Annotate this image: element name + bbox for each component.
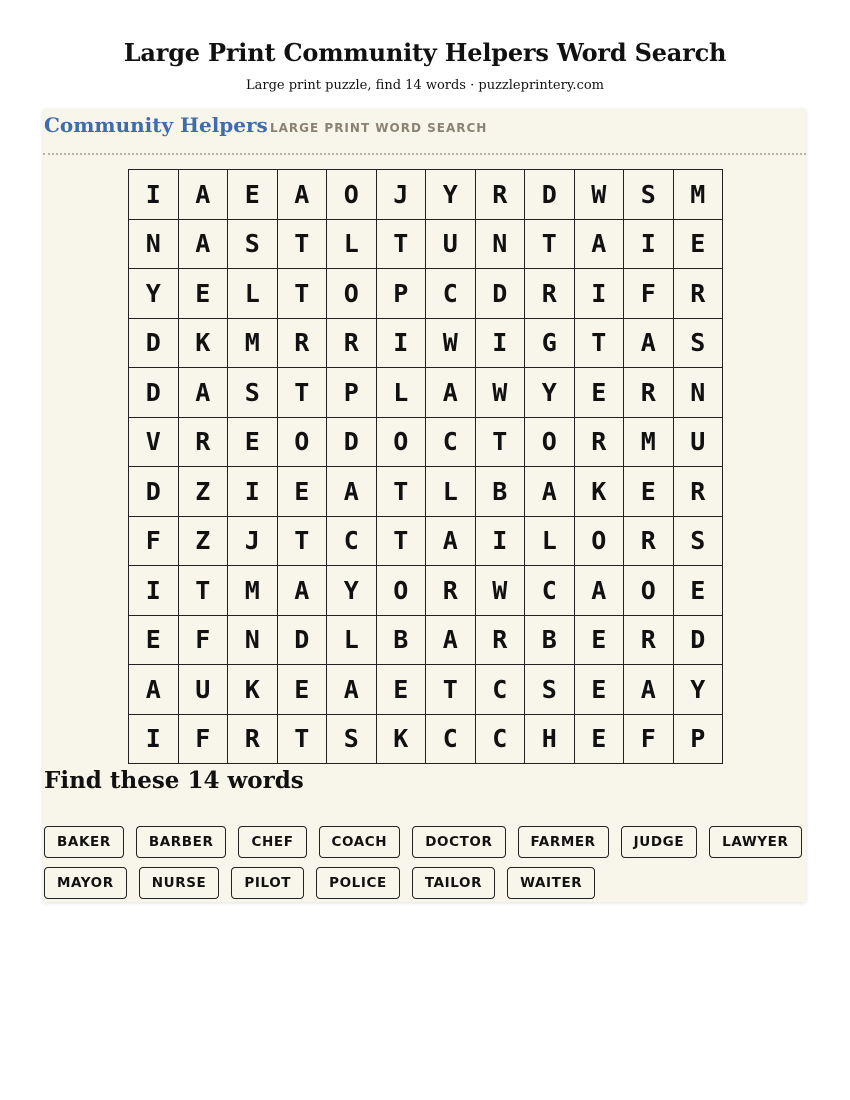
grid-cell[interactable]: D bbox=[129, 368, 179, 418]
grid-cell[interactable]: T bbox=[278, 715, 328, 765]
grid-cell[interactable]: A bbox=[129, 665, 179, 715]
grid-cell[interactable]: Y bbox=[129, 269, 179, 319]
grid-cell[interactable]: T bbox=[377, 467, 427, 517]
grid-cell[interactable]: U bbox=[674, 418, 724, 468]
grid-cell[interactable]: T bbox=[476, 418, 526, 468]
grid-cell[interactable]: Z bbox=[179, 467, 229, 517]
grid-cell[interactable]: B bbox=[476, 467, 526, 517]
grid-cell[interactable]: M bbox=[674, 170, 724, 220]
grid-cell[interactable]: E bbox=[278, 665, 328, 715]
grid-cell[interactable]: U bbox=[179, 665, 229, 715]
grid-cell[interactable]: Y bbox=[525, 368, 575, 418]
grid-cell[interactable]: R bbox=[476, 170, 526, 220]
grid-cell[interactable]: O bbox=[327, 269, 377, 319]
grid-cell[interactable]: E bbox=[377, 665, 427, 715]
grid-cell[interactable]: J bbox=[228, 517, 278, 567]
grid-cell[interactable]: R bbox=[575, 418, 625, 468]
grid-cell[interactable]: H bbox=[525, 715, 575, 765]
grid-cell[interactable]: P bbox=[674, 715, 724, 765]
grid-cell[interactable]: A bbox=[525, 467, 575, 517]
page-title: Large Print Community Helpers Word Search bbox=[123, 38, 727, 67]
grid-cell[interactable]: A bbox=[624, 319, 674, 369]
grid-cell[interactable]: N bbox=[674, 368, 724, 418]
grid-cell[interactable]: L bbox=[327, 220, 377, 270]
grid-cell[interactable]: C bbox=[327, 517, 377, 567]
word-chip[interactable]: DOCTOR bbox=[412, 826, 505, 858]
grid-cell[interactable]: W bbox=[575, 170, 625, 220]
grid-cell[interactable]: R bbox=[624, 517, 674, 567]
grid-cell[interactable]: E bbox=[575, 368, 625, 418]
grid-cell[interactable]: N bbox=[228, 616, 278, 666]
grid-cell[interactable]: C bbox=[476, 715, 526, 765]
grid-cell[interactable]: E bbox=[674, 220, 724, 270]
grid-cell[interactable]: D bbox=[476, 269, 526, 319]
grid-cell[interactable]: D bbox=[327, 418, 377, 468]
grid-cell[interactable]: T bbox=[278, 517, 328, 567]
grid-cell[interactable]: S bbox=[674, 319, 724, 369]
grid-cell[interactable]: B bbox=[377, 616, 427, 666]
grid-cell[interactable]: R bbox=[624, 616, 674, 666]
grid-cell[interactable]: D bbox=[278, 616, 328, 666]
grid-cell[interactable]: A bbox=[575, 566, 625, 616]
grid-cell[interactable]: A bbox=[575, 220, 625, 270]
grid-cell[interactable]: R bbox=[674, 269, 724, 319]
grid-cell[interactable]: D bbox=[129, 467, 179, 517]
word-chip[interactable]: POLICE bbox=[316, 867, 400, 899]
grid-cell[interactable]: E bbox=[674, 566, 724, 616]
grid-cell[interactable]: R bbox=[624, 368, 674, 418]
grid-cell[interactable]: L bbox=[377, 368, 427, 418]
grid-cell[interactable]: A bbox=[278, 170, 328, 220]
word-chip[interactable]: LAWYER bbox=[709, 826, 801, 858]
brand-subtitle: LARGE PRINT WORD SEARCH bbox=[270, 121, 488, 135]
grid-cell[interactable]: F bbox=[624, 715, 674, 765]
grid-cell[interactable]: I bbox=[476, 517, 526, 567]
grid-cell[interactable]: P bbox=[327, 368, 377, 418]
grid-cell[interactable]: L bbox=[228, 269, 278, 319]
grid-cell[interactable]: S bbox=[525, 665, 575, 715]
word-chip[interactable]: CHEF bbox=[238, 826, 306, 858]
grid-cell[interactable]: R bbox=[426, 566, 476, 616]
grid-cell[interactable]: I bbox=[129, 566, 179, 616]
grid-cell[interactable]: W bbox=[426, 319, 476, 369]
grid-cell[interactable]: F bbox=[179, 616, 229, 666]
grid-cell[interactable]: S bbox=[674, 517, 724, 567]
grid-cell[interactable]: T bbox=[377, 517, 427, 567]
grid-cell[interactable]: E bbox=[228, 418, 278, 468]
word-list bbox=[44, 826, 804, 899]
grid-cell[interactable]: M bbox=[228, 566, 278, 616]
word-chip[interactable]: BAKER bbox=[44, 826, 124, 858]
grid-cell[interactable]: B bbox=[525, 616, 575, 666]
word-chip[interactable]: MAYOR bbox=[44, 867, 127, 899]
grid-cell[interactable]: E bbox=[179, 269, 229, 319]
grid-cell[interactable]: I bbox=[129, 715, 179, 765]
grid-cell[interactable]: F bbox=[179, 715, 229, 765]
word-chip[interactable]: NURSE bbox=[139, 867, 220, 899]
grid-cell[interactable]: D bbox=[129, 319, 179, 369]
page-subtitle: Large print puzzle, find 14 words · puzzleprintery.com bbox=[245, 78, 605, 93]
grid-cell[interactable]: R bbox=[278, 319, 328, 369]
grid-cell[interactable]: E bbox=[575, 715, 625, 765]
grid-cell[interactable]: K bbox=[575, 467, 625, 517]
grid-cell[interactable]: P bbox=[377, 269, 427, 319]
grid-cell[interactable]: T bbox=[525, 220, 575, 270]
grid-cell[interactable]: K bbox=[179, 319, 229, 369]
grid-cell[interactable]: Y bbox=[327, 566, 377, 616]
grid-cell[interactable]: Y bbox=[426, 170, 476, 220]
word-chip[interactable]: FARMER bbox=[518, 826, 609, 858]
grid-cell[interactable]: O bbox=[624, 566, 674, 616]
grid-cell[interactable]: A bbox=[327, 665, 377, 715]
puzzle-card bbox=[43, 109, 806, 902]
grid-cell[interactable]: T bbox=[377, 220, 427, 270]
grid-cell[interactable]: O bbox=[575, 517, 625, 567]
grid-cell[interactable]: T bbox=[179, 566, 229, 616]
grid-cell[interactable]: C bbox=[426, 715, 476, 765]
word-chip[interactable]: TAILOR bbox=[412, 867, 495, 899]
grid-cell[interactable]: K bbox=[228, 665, 278, 715]
grid-cell[interactable]: M bbox=[228, 319, 278, 369]
grid-cell[interactable]: I bbox=[575, 269, 625, 319]
grid-cell[interactable]: A bbox=[179, 220, 229, 270]
grid-cell[interactable]: A bbox=[426, 616, 476, 666]
grid-cell[interactable]: L bbox=[327, 616, 377, 666]
grid-cell[interactable]: F bbox=[129, 517, 179, 567]
grid-cell[interactable]: S bbox=[228, 220, 278, 270]
grid-cell[interactable]: T bbox=[278, 368, 328, 418]
grid-cell[interactable]: C bbox=[426, 418, 476, 468]
grid-cell[interactable]: O bbox=[377, 418, 427, 468]
grid-cell[interactable]: S bbox=[624, 170, 674, 220]
grid-cell[interactable]: A bbox=[278, 566, 328, 616]
grid-cell[interactable]: E bbox=[228, 170, 278, 220]
grid-cell[interactable]: I bbox=[228, 467, 278, 517]
grid-cell[interactable]: K bbox=[377, 715, 427, 765]
grid-cell[interactable]: O bbox=[278, 418, 328, 468]
grid-cell[interactable]: D bbox=[525, 170, 575, 220]
word-chip[interactable]: BARBER bbox=[136, 826, 227, 858]
grid-cell[interactable]: Y bbox=[674, 665, 724, 715]
grid-cell[interactable]: T bbox=[278, 220, 328, 270]
grid-cell[interactable]: U bbox=[426, 220, 476, 270]
grid-cell[interactable]: O bbox=[327, 170, 377, 220]
grid-cell[interactable]: E bbox=[129, 616, 179, 666]
grid-cell[interactable]: D bbox=[674, 616, 724, 666]
grid-cell[interactable]: A bbox=[179, 368, 229, 418]
grid-cell[interactable]: O bbox=[525, 418, 575, 468]
grid-cell[interactable]: A bbox=[179, 170, 229, 220]
brand-title: Community Helpers bbox=[44, 113, 268, 137]
grid-cell[interactable]: R bbox=[525, 269, 575, 319]
grid-cell[interactable]: I bbox=[129, 170, 179, 220]
grid-cell[interactable]: M bbox=[624, 418, 674, 468]
grid-cell[interactable]: N bbox=[476, 220, 526, 270]
grid-cell[interactable]: S bbox=[228, 368, 278, 418]
grid-cell[interactable]: A bbox=[426, 368, 476, 418]
grid-cell[interactable]: C bbox=[525, 566, 575, 616]
word-chip[interactable]: WAITER bbox=[507, 867, 595, 899]
grid-cell[interactable]: A bbox=[624, 665, 674, 715]
word-list-heading: Find these 14 words bbox=[44, 767, 304, 794]
grid-cell[interactable]: R bbox=[476, 616, 526, 666]
grid-cell[interactable]: R bbox=[179, 418, 229, 468]
grid-cell[interactable]: V bbox=[129, 418, 179, 468]
grid-cell[interactable]: E bbox=[575, 665, 625, 715]
grid-cell[interactable]: Z bbox=[179, 517, 229, 567]
card-header bbox=[43, 109, 806, 155]
grid-cell[interactable]: L bbox=[426, 467, 476, 517]
grid-cell[interactable]: T bbox=[426, 665, 476, 715]
grid-cell[interactable]: L bbox=[525, 517, 575, 567]
grid-cell[interactable]: A bbox=[327, 467, 377, 517]
grid-cell[interactable]: C bbox=[476, 665, 526, 715]
grid-cell[interactable]: I bbox=[377, 319, 427, 369]
grid-cell[interactable]: A bbox=[426, 517, 476, 567]
grid-cell[interactable]: R bbox=[327, 319, 377, 369]
grid-cell[interactable]: R bbox=[674, 467, 724, 517]
grid-cell[interactable]: J bbox=[377, 170, 427, 220]
word-chip[interactable]: JUDGE bbox=[621, 826, 698, 858]
grid-cell[interactable]: E bbox=[278, 467, 328, 517]
grid-cell[interactable]: I bbox=[624, 220, 674, 270]
word-chip[interactable]: PILOT bbox=[231, 867, 304, 899]
grid-cell[interactable]: C bbox=[426, 269, 476, 319]
grid-cell[interactable]: F bbox=[624, 269, 674, 319]
grid-cell[interactable]: I bbox=[476, 319, 526, 369]
word-chip[interactable]: COACH bbox=[319, 826, 401, 858]
grid-cell[interactable]: G bbox=[525, 319, 575, 369]
grid-cell[interactable]: E bbox=[575, 616, 625, 666]
grid-cell[interactable]: N bbox=[129, 220, 179, 270]
grid-cell[interactable]: W bbox=[476, 566, 526, 616]
letter-grid bbox=[128, 169, 723, 764]
grid-cell[interactable]: W bbox=[476, 368, 526, 418]
grid-cell[interactable]: S bbox=[327, 715, 377, 765]
grid-cell[interactable]: T bbox=[278, 269, 328, 319]
grid-cell[interactable]: T bbox=[575, 319, 625, 369]
grid-cell[interactable]: E bbox=[624, 467, 674, 517]
grid-cell[interactable]: O bbox=[377, 566, 427, 616]
grid-cell[interactable]: R bbox=[228, 715, 278, 765]
